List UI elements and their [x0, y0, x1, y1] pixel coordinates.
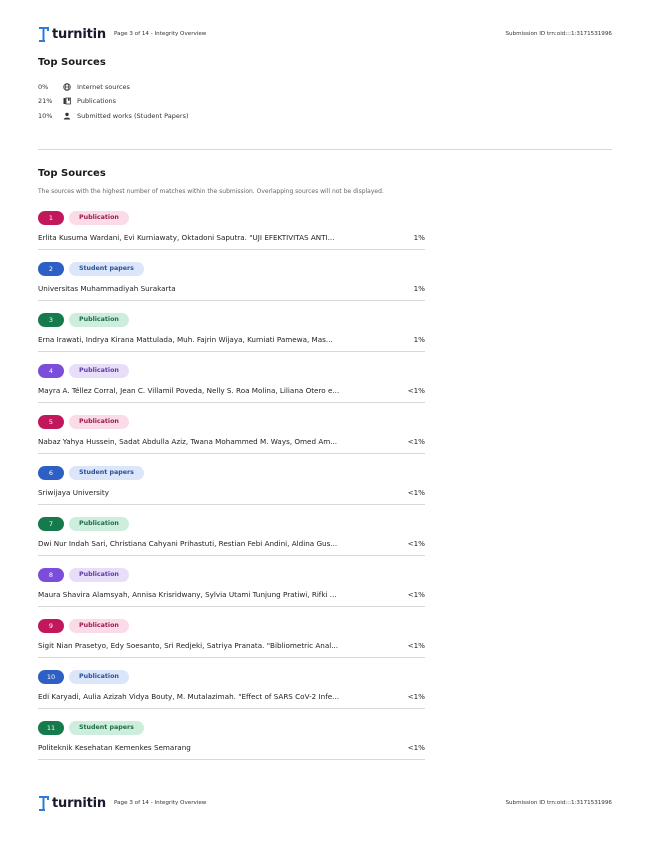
top-sources-title: Top Sources	[38, 168, 106, 179]
section-divider	[38, 149, 612, 150]
source-badges	[38, 720, 425, 735]
source-divider	[38, 555, 425, 556]
source-item[interactable]	[38, 516, 425, 556]
source-badges	[38, 312, 425, 327]
source-percentage: <1%	[407, 385, 425, 395]
source-number-badge: 10	[38, 670, 64, 684]
source-item[interactable]	[38, 618, 425, 658]
source-badges	[38, 261, 425, 276]
source-title[interactable]: Politeknik Kesehatan Kemenkes Semarang	[38, 742, 191, 752]
source-percentage: <1%	[407, 487, 425, 497]
turnitin-logo	[38, 796, 114, 811]
turnitin-logo-icon	[38, 796, 49, 811]
source-item[interactable]	[38, 414, 425, 454]
source-badges	[38, 414, 425, 429]
source-divider	[38, 657, 425, 658]
source-details	[38, 486, 425, 498]
stat-publications	[38, 95, 116, 107]
source-details	[38, 435, 425, 447]
source-percentage: <1%	[407, 691, 425, 701]
source-divider	[38, 759, 425, 760]
source-details	[38, 537, 425, 549]
source-percentage: <1%	[407, 538, 425, 548]
source-item[interactable]	[38, 261, 425, 301]
source-details	[38, 333, 425, 345]
source-item[interactable]	[38, 720, 425, 760]
turnitin-logo	[38, 27, 114, 42]
source-type-badge: Publication	[69, 415, 129, 429]
source-divider	[38, 402, 425, 403]
source-badges	[38, 567, 425, 582]
turnitin-logo-icon	[38, 27, 49, 42]
source-percentage: <1%	[407, 436, 425, 446]
submission-id: Submission ID trn:oid:::1:3171531996	[505, 31, 612, 37]
page-info: Page 3 of 14 - Integrity Overview	[114, 800, 207, 806]
source-details	[38, 639, 425, 651]
source-type-badge: Publication	[69, 313, 129, 327]
source-type-badge: Student papers	[69, 721, 144, 735]
source-title[interactable]: Nabaz Yahya Hussein, Sadat Abdulla Aziz, Twana Mohammed M. Ways, Omed Am...	[38, 436, 338, 446]
source-type-badge: Student papers	[69, 262, 144, 276]
submission-id: Submission ID trn:oid:::1:3171531996	[505, 800, 612, 806]
source-item[interactable]	[38, 210, 425, 250]
source-details	[38, 282, 425, 294]
source-number-badge: 5	[38, 415, 64, 429]
source-details	[38, 690, 425, 702]
source-divider	[38, 249, 425, 250]
person-icon	[63, 112, 77, 120]
source-divider	[38, 606, 425, 607]
source-number-badge: 1	[38, 211, 64, 225]
stat-label: Submitted works (Student Papers)	[77, 112, 189, 120]
source-percentage: 1%	[413, 334, 425, 344]
stat-submitted-works	[38, 110, 189, 122]
source-type-badge: Publication	[69, 670, 129, 684]
summary-title: Top Sources	[38, 57, 106, 68]
logo-text: turnitin	[52, 26, 106, 42]
source-number-badge: 6	[38, 466, 64, 480]
globe-icon	[63, 83, 77, 91]
source-badges	[38, 618, 425, 633]
source-item[interactable]	[38, 567, 425, 607]
source-type-badge: Student papers	[69, 466, 144, 480]
source-title[interactable]: Mayra A. Téllez Corral, Jean C. Villamil Poveda, Nelly S. Roa Molina, Liliana Otero e...	[38, 385, 340, 395]
source-number-badge: 9	[38, 619, 64, 633]
source-details	[38, 384, 425, 396]
source-title[interactable]: Sriwijaya University	[38, 487, 109, 497]
page-info: Page 3 of 14 - Integrity Overview	[114, 31, 207, 37]
source-badges	[38, 363, 425, 378]
source-percentage: 1%	[413, 283, 425, 293]
source-title[interactable]: Dwi Nur Indah Sari, Christiana Cahyani Prihastuti, Restian Febi Andini, Aldina Gus...	[38, 538, 338, 548]
source-number-badge: 8	[38, 568, 64, 582]
page-header	[38, 24, 612, 44]
source-item[interactable]	[38, 465, 425, 505]
stat-pct: 21%	[38, 97, 53, 105]
stat-internet-sources	[38, 81, 130, 93]
source-divider	[38, 708, 425, 709]
source-percentage: 1%	[413, 232, 425, 242]
source-number-badge: 4	[38, 364, 64, 378]
source-details	[38, 588, 425, 600]
stat-label: Internet sources	[77, 83, 130, 91]
top-sources-description: The sources with the highest number of matches within the submission. Overlapping sources will not be displayed.	[38, 188, 384, 195]
stat-pct: 0%	[38, 83, 49, 91]
page-footer	[38, 793, 612, 813]
source-type-badge: Publication	[69, 517, 129, 531]
source-type-badge: Publication	[69, 568, 129, 582]
source-item[interactable]	[38, 669, 425, 709]
source-type-badge: Publication	[69, 619, 129, 633]
logo-text: turnitin	[52, 795, 106, 811]
source-percentage: <1%	[407, 640, 425, 650]
source-title[interactable]: Sigit Nian Prasetyo, Edy Soesanto, Sri Redjeki, Satriya Pranata. "Bibliometric Anal...	[38, 640, 339, 650]
source-divider	[38, 300, 425, 301]
source-badges	[38, 516, 425, 531]
source-type-badge: Publication	[69, 364, 129, 378]
source-badges	[38, 669, 425, 684]
source-item[interactable]	[38, 363, 425, 403]
source-title[interactable]: Edi Karyadi, Aulia Azizah Vidya Bouty, M. Mutalazimah. "Effect of SARS CoV-2 Infe...	[38, 691, 340, 701]
source-item[interactable]	[38, 312, 425, 352]
source-title[interactable]: Universitas Muhammadiyah Surakarta	[38, 283, 176, 293]
source-percentage: <1%	[407, 742, 425, 752]
source-type-badge: Publication	[69, 211, 129, 225]
source-details	[38, 741, 425, 753]
book-icon	[63, 97, 77, 105]
stat-pct: 10%	[38, 112, 53, 120]
source-divider	[38, 504, 425, 505]
source-title[interactable]: Maura Shavira Alamsyah, Annisa Krisridwany, Sylvia Utami Tunjung Pratiwi, Rifki ...	[38, 589, 337, 599]
source-badges	[38, 210, 425, 225]
source-percentage: <1%	[407, 589, 425, 599]
source-number-badge: 7	[38, 517, 64, 531]
source-title[interactable]: Erlita Kusuma Wardani, Evi Kurniawaty, Oktadoni Saputra. "UJI EFEKTIVITAS ANTI...	[38, 232, 335, 242]
source-divider	[38, 351, 425, 352]
source-badges	[38, 465, 425, 480]
source-number-badge: 11	[38, 721, 64, 735]
source-divider	[38, 453, 425, 454]
source-details	[38, 231, 425, 243]
source-number-badge: 3	[38, 313, 64, 327]
source-title[interactable]: Erna Irawati, Indrya Kirana Mattulada, Muh. Fajrin Wijaya, Kurniati Pamewa, Mas...	[38, 334, 333, 344]
stat-label: Publications	[77, 97, 117, 105]
source-number-badge: 2	[38, 262, 64, 276]
